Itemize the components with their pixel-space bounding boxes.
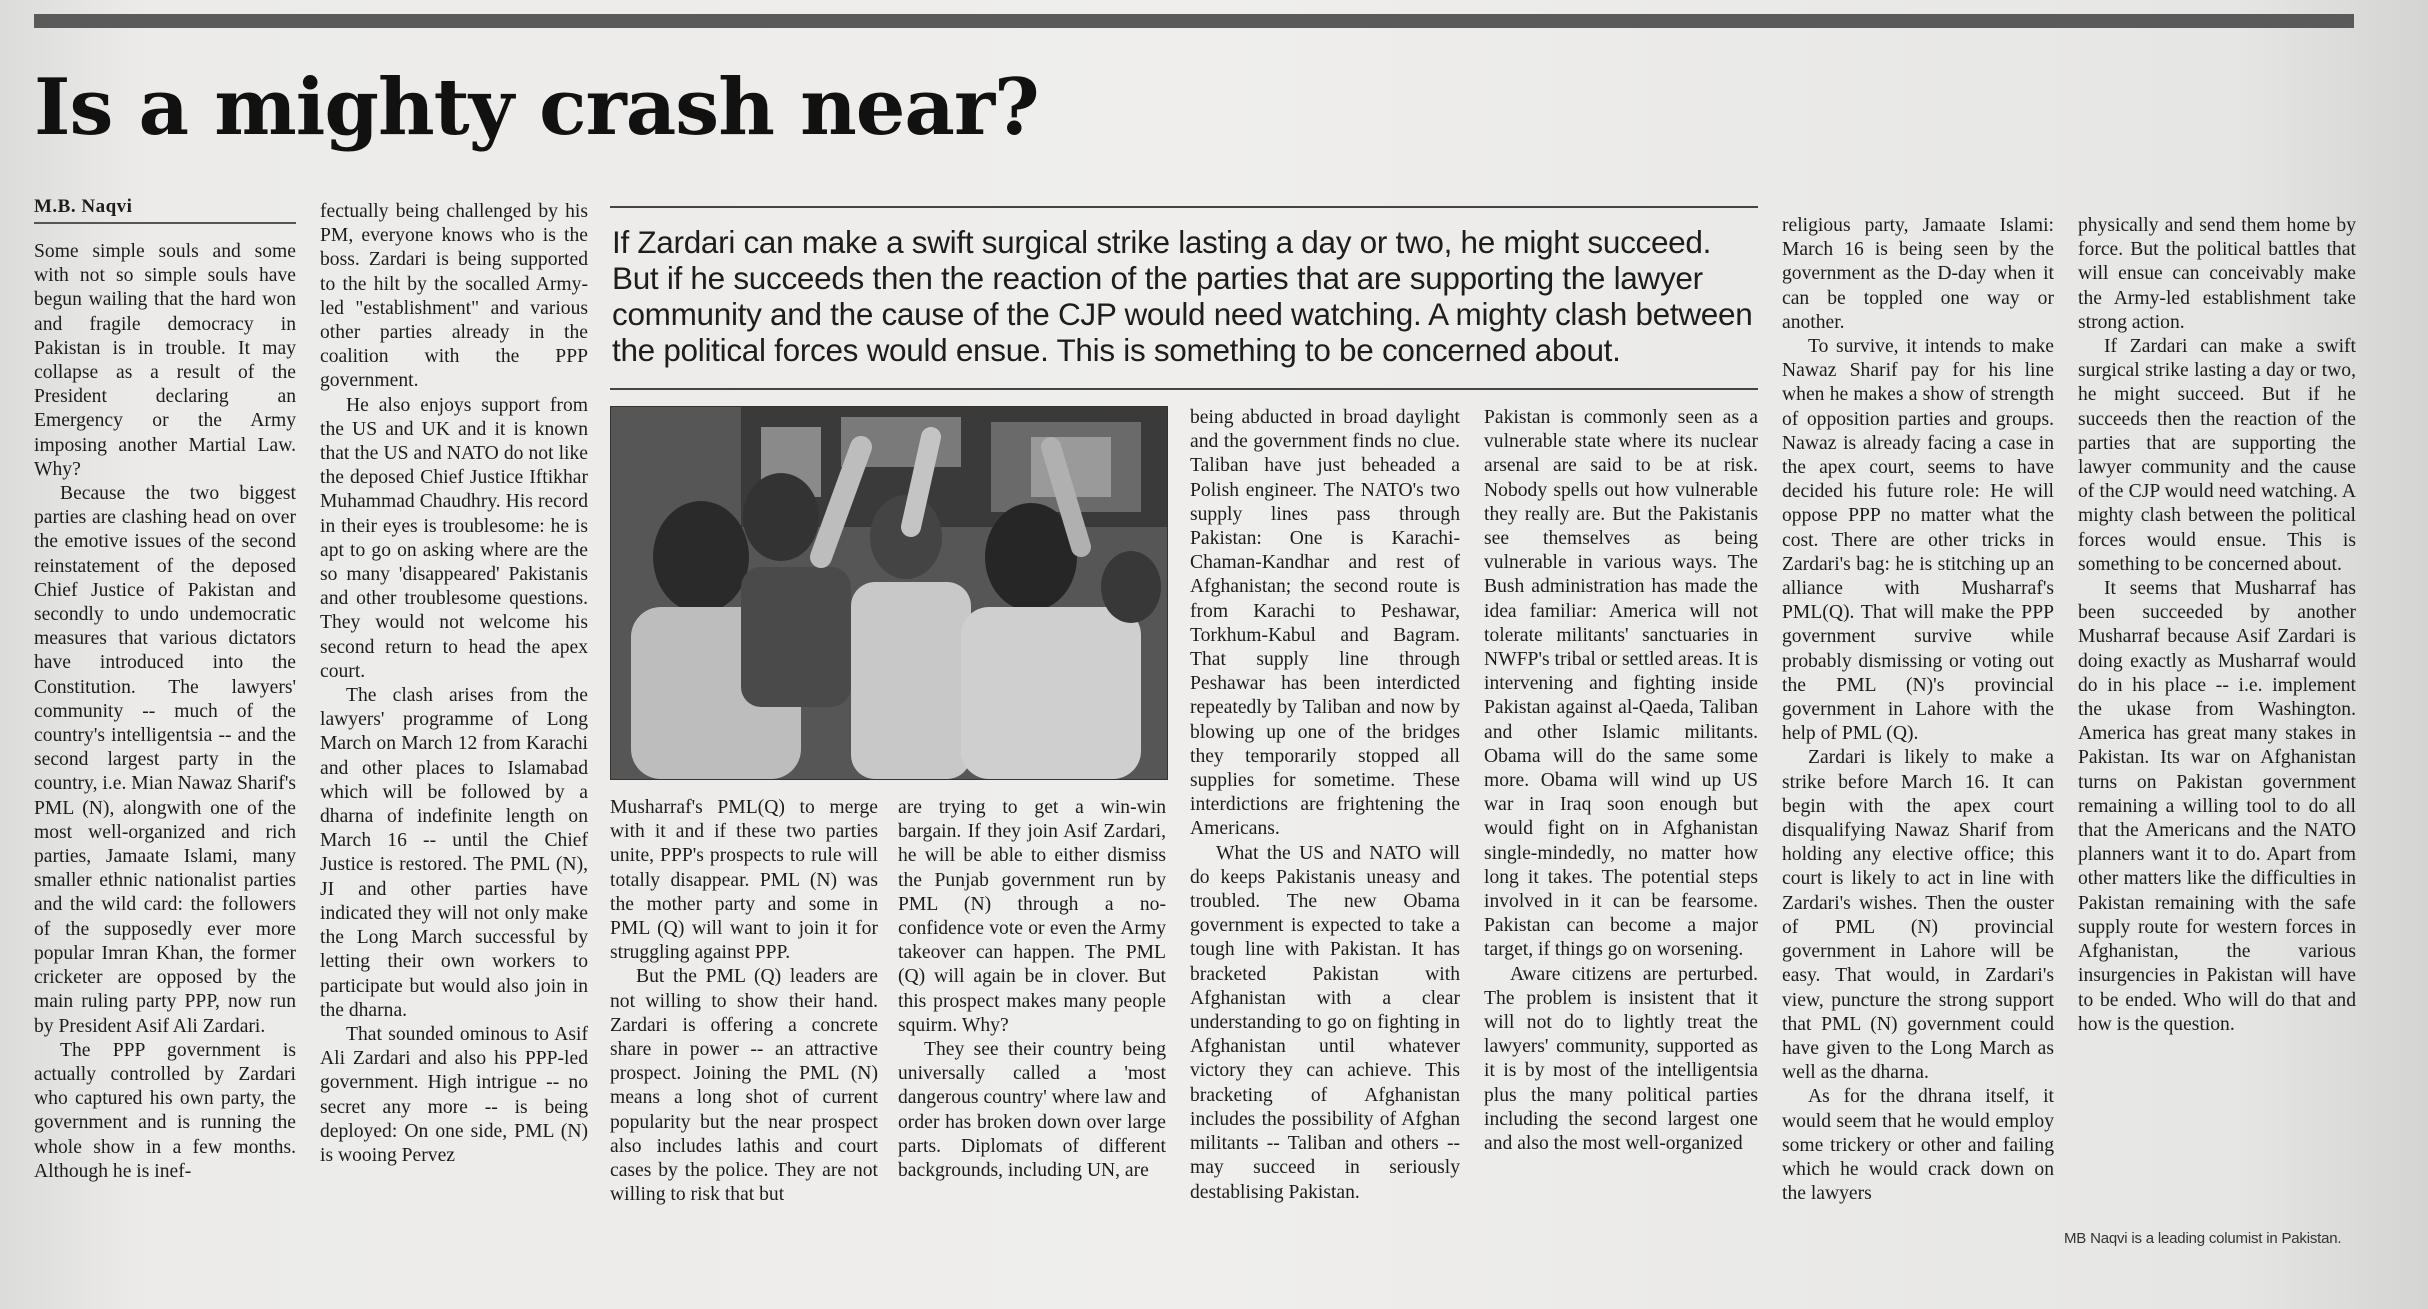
paragraph: He also enjoys support from the US and UK and it is known that the US and NATO do not like the deposed Chief Justice Iftikhar Muhammad Chaudhry. His record in their eyes is troublesome: he is apt to go on asking where are the so many 'disappeared' Pakistanis and other troublesome questions. They would not welcome his second return to head the apex court. (320, 394, 588, 682)
paragraph: Some simple souls and some with not so simple souls have begun wailing that the hard won and fragile democracy in Pakistan is in trouble. It may collapse as a result of the President declaring an Emergency or the Army imposing another Martial Law. Why? (34, 241, 296, 480)
author-note: MB Naqvi is a leading columist in Pakistan. (2064, 1230, 2342, 1247)
paragraph: If Zardari can make a swift surgical strike lasting a day or two, he might succeed. But if he succeeds then the reaction of the parties that are supporting the lawyer community and the cause of the CJP would need watching. A mighty clash between the political forces would ensue. This is something to be concerned about. (2078, 336, 2356, 575)
paragraph: They see their country being universally called a 'most dangerous country' where law and order has broken down over large parts. Diplomats of different backgrounds, including UN, are (898, 1039, 1166, 1182)
paragraph: What the US and NATO will do keeps Pakistanis uneasy and troubled. The new Obama government is expected to take a tough line with Pakistan. It has bracketed Pakistan with Afghanistan with a clear understanding to go on fighting in Afghanistan until whatever victory they can achieve. This bracketing of Afghanistan includes the possibility of Afghan militants -- Taliban and others -- may succeed in seriously destablising Pakistan. (1190, 842, 1460, 1203)
paragraph: To survive, it intends to make Nawaz Sharif pay for his line when he makes a show of strength of opposition parties and groups. Nawaz is already facing a case in the apex court, seems to have decided his future role: He will oppose PPP no matter what the cost. There are other tricks in Zardari's bag: he is stitching up an alliance with Musharraf's PML(Q). That will make the PPP government survive while probably dismissing or voting out the PML (N)'s provincial government in Lahore with the help of PML (Q). (1782, 336, 2054, 745)
column-7 (1782, 214, 2054, 1254)
paragraph: Pakistan is commonly seen as a vulnerable state where its nuclear arsenal are said to be at risk. Nobody spells out how vulnerable they really are. But the Pakistanis see themselves as being vulnerable in various ways. The Bush administration has made the idea familiar: America will not tolerate militants' sanctuaries in NWFP's tribal or settled areas. It is intervening and fighting inside Pakistan against al-Qaeda, Taliban and other Islamic militants. Obama will do the same some more. Obama will wind up US war in Iraq soon enough but would fight on in Afghanistan single-mindedly, no matter how long it takes. The potential steps involved in it can be fearsome. Pakistan can become a major target, if things go on worsening. (1484, 407, 1758, 961)
protest-crowd-photo-icon (610, 406, 1168, 780)
paragraph: Zardari is likely to make a strike before March 16. It can begin with the apex court disqualifying Nawaz Sharif from holding any elective office; this court is likely to act in line with Zardari's wishes. Then the ouster of PML (N) provincial government in Lahore will be easy. That would, in Zardari's view, puncture the strong support that PML (N) government could have given to the Long March as well as the dharna. (1782, 747, 2054, 1084)
column-8 (2078, 214, 2356, 1224)
paragraph: physically and send them home by force. But the political battles that will ensue can conceivably make the Army-led establishment take strong action. (2078, 215, 2356, 333)
paragraph: The PPP government is actually controlled by Zardari who captured his own party, the government and is running the whole show in a few months. Although he is inef- (34, 1039, 296, 1182)
paragraph: But the PML (Q) leaders are not willing to show their hand. Zardari is offering a concrete share in power -- an attractive prospect. Joining the PML (N) means a long shot of current popularity but the near prospect also includes lathis and court cases by the police. They are not willing to risk that but (610, 966, 878, 1206)
paragraph: fectually being challenged by his PM, everyone knows who is the boss. Zardari is being supported to the hilt by the socalled Army-led "establishment" and various other parties already in the coalition with the PPP government. (320, 201, 588, 392)
paragraph: Because the two biggest parties are clashing head on over the emotive issues of the second reinstatement of the deposed Chief Justice of Pakistan and secondly to undo undemocratic measures that various dictators have introduced into the Constitution. The lawyers' community -- much of the country's intelligentsia -- and the second largest party in the country, i.e. Mian Nawaz Sharif's PML (N), alongwith one of the most well-organized and rich parties, Jamaate Islami, many smaller ethnic nationalist parties and the wild card: the followers of the supposedly ever more popular Imran Khan, the former cricketer are opposed by the main ruling party PPP, now run by President Asif Ali Zardari. (34, 483, 296, 1037)
paragraph: Aware citizens are perturbed. The problem is insistent that it will not do to lightly treat the lawyers' community, supported as it is by most of the intelligentsia plus the many political parties including the second largest one and also the most well-organized (1484, 963, 1758, 1155)
column-6 (1484, 406, 1758, 1246)
paragraph: are trying to get a win-win bargain. If they join Asif Zardari, he will be able to either dismiss the Punjab government run by PML (N) through a no-confidence vote or even the Army takeover can happen. The PML (Q) will again be in clover. But this prospect makes many people squirm. Why? (898, 797, 1166, 1036)
paragraph: As for the dhrana itself, it would seem that he would employ some trickery or other and failing which he would crack down on the lawyers (1782, 1086, 2054, 1205)
top-rule (34, 14, 2354, 28)
paragraph: being abducted in broad daylight and the government finds no clue. Taliban have just beheaded a Polish engineer. The NATO's two supply lines pass through Pakistan: One is Karachi-Chaman-Kandhar and rest of Afghanistan; the second route is from Karachi to Peshawar, Torkhum-Kabul and Bagram. That supply line through Peshawar has been interdicted repeatedly by Taliban and now by blowing up one of the bridges they temporarily stopped all supplies for sometime. These interdictions are frightening the Americans. (1190, 407, 1460, 840)
headline: Is a mighty crash near? (34, 62, 1039, 153)
pull-quote: If Zardari can make a swift surgical strike lasting a day or two, he might succeed. But if he succeeds then the reaction of the parties that are supporting the lawyer community and the cause of the CJP would need watching. A mighty clash between the political forces would ensue. This is something to be concerned about. (612, 224, 1753, 368)
paragraph: religious party, Jamaate Islami: March 16 is being seen by the government as the D-day when it can be toppled one way or another. (1782, 215, 2054, 333)
paragraph: It seems that Musharraf has been succeeded by another Musharraf because Asif Zardari is doing exactly as Musharraf would do in his place -- i.e. implement the ukase from Washington. America has great many stakes in Pakistan. Its war on Afghanistan turns on Pakistan government remaining a willing tool to do all that the Americans and the NATO planners want it to do. Apart from other matters like the difficulties in Pakistan remaining with the safe supply route for western forces in Afghanistan, the various insurgencies in Pakistan will have to be ended. Who will do that and how is the question. (2078, 578, 2356, 1035)
paragraph: Musharraf's PML(Q) to merge with it and if these two parties unite, PPP's prospects to rule will totally disappear. PML (N) was the mother party and some in PML (Q) will want to join it for struggling against PPP. (610, 797, 878, 964)
column-4 (898, 796, 1166, 1236)
column-3 (610, 796, 878, 1236)
paragraph: That sounded ominous to Asif Ali Zardari and also his PPP-led government. High intrigue -- no secret any more -- is being deployed: On one side, PML (N) is wooing Pervez (320, 1023, 588, 1166)
column-1 (34, 240, 296, 1220)
pull-quote-box (610, 206, 1758, 390)
byline: M.B. Naqvi (34, 196, 296, 224)
column-2 (320, 200, 588, 1230)
column-5 (1190, 406, 1460, 1236)
paragraph: The clash arises from the lawyers' programme of Long March on March 12 from Karachi and other places to Islamabad which will be followed by a dharna of indefinite length on March 16 -- until the Chief Justice is restored. The PML (N), JI and other parties have indicated they will not only make the Long March successful by letting their own workers to participate but would also join in the dharna. (320, 685, 588, 1021)
